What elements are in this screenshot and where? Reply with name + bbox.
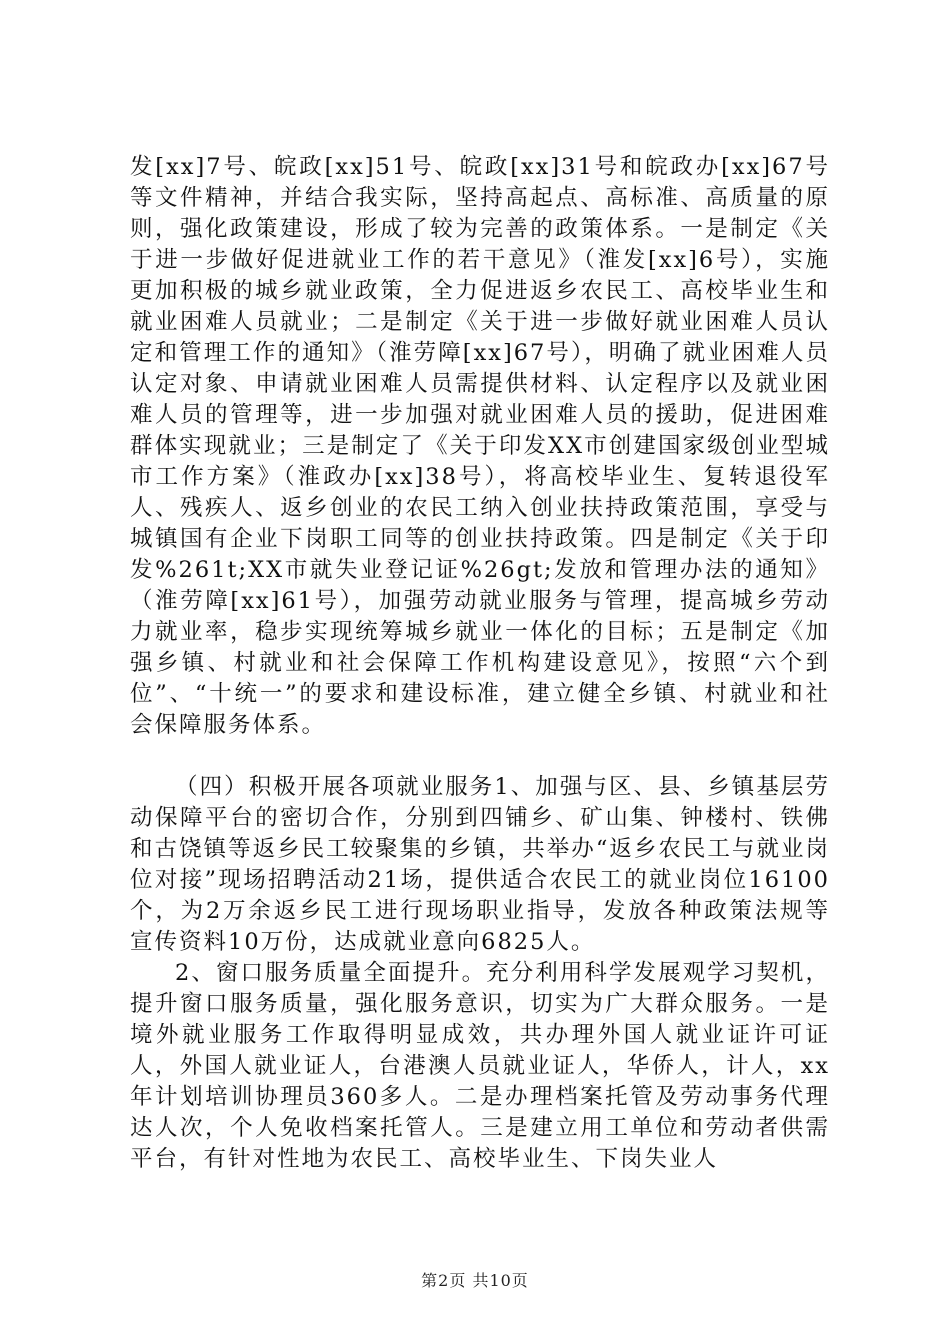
document-body (130, 152, 830, 1175)
page-footer: 第2页 共10页 (421, 1271, 529, 1290)
paragraph-employment-services: （四）积极开展各项就业服务1、加强与区、县、乡镇基层劳动保障平台的密切合作，分别到四铺乡、矿山集、钟楼村、铁佛和古饶镇等返乡民工较聚集的乡镇，共举办“返乡农民工与就业岗位对接”现场招聘活动21场，提供适合农民工的就业岗位16100个，为2万余返乡民工进行现场职业指导，发放各种政策法规等宣传资料10万份，达成就业意向6825人。 (130, 774, 830, 955)
paragraph-policy-system: 发[xx]7号、皖政[xx]51号、皖政[xx]31号和皖政办[xx]67号等文件精神，并结合我实际，坚持高起点、高标准、高质量的原则，强化政策建设，形成了较为完善的政策体系。一是制定《关于进一步做好促进就业工作的若干意见》（淮发[xx]6号），实施更加积极的城乡就业政策，全力促进返乡农民工、高校毕业生和就业困难人员就业；二是制定《关于进一步做好就业困难人员认定和管理工作的通知》（淮劳障[xx]67号），明确了就业困难人员认定对象、申请就业困难人员需提供材料、认定程序以及就业困难人员的管理等，进一步加强对就业困难人员的援助，促进困难群体实现就业；三是制定了《关于印发XX市创建国家级创业型城市工作方案》（淮政办[xx]38号），将高校毕业生、复转退役军人、残疾人、返乡创业的农民工纳入创业扶持政策范围，享受与城镇国有企业下岗职工同等的创业扶持政策。四是制定《关于印发%261t;XX市就失业登记证%26gt;发放和管理办法的通知》（淮劳障[xx]61号），加强劳动就业服务与管理，提高城乡劳动力就业率，稳步实现统筹城乡就业一体化的目标；五是制定《加强乡镇、村就业和社会保障工作机构建设意见》，按照“六个到位”、“十统一”的要求和建设标准，建立健全乡镇、村就业和社会保障服务体系。 (130, 154, 830, 738)
paragraph-window-services: 2、窗口服务质量全面提升。充分利用科学发展观学习契机，提升窗口服务质量，强化服务意识，切实为广大群众服务。一是境外就业服务工作取得明显成效，共办理外国人就业证许可证人，外国人就业证人，台港澳人员就业证人，华侨人，计人，xx年计划培训协理员360多人。二是办理档案托管及劳动事务代理达人次，个人免收档案托管人。三是建立用工单位和劳动者供需平台，有针对性地为农民工、高校毕业生、下岗失业人 (130, 960, 830, 1172)
